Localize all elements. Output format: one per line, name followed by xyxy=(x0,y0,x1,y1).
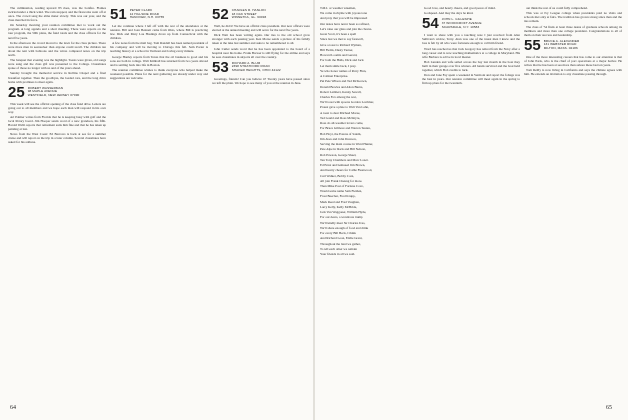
class-note-paragraph: One of the more interesting careers that has come to our attention is that of John Paris, who is the chief of port operations at a major harbor. He writes that he has been at sea more than ashore these last ten years. xyxy=(524,54,622,67)
class-heading xyxy=(212,8,310,21)
poem-line: Let them smile back, I pray. xyxy=(320,63,357,68)
poem-line: For Bruce Gilmore and Warren Teaten, xyxy=(320,126,371,131)
poem-line: Jack Van Waggoner, William Hyde, xyxy=(320,210,367,215)
class-note-paragraph: Dick Wait has been writing again. Our ties to the old school grow stronger with each passing year. Ken Morse sends a picture of his family taken at the lake last summer and asks to be remembered to all. xyxy=(212,33,310,46)
class-note-paragraph: Tom Reilly is now living in California and says the climate agrees with him. He extends an invitation to any classmate passing through. xyxy=(524,68,622,77)
column-4-poem xyxy=(320,6,418,402)
poem-line: For every Bill Beck, I think xyxy=(320,231,356,236)
class-note-paragraph: News from the West Coast: Ed Barrows is back at sea for a summer cruise and will report on the trip in a later column. Several classmates have asked for his address. xyxy=(8,132,106,145)
poem-line: A toast to dear Michael Morse, xyxy=(320,110,361,115)
column-paragraph: On Saturday morning your reunion committee met to work out the program. A long agenda and a short meeting. There were reports on the tour program, the 50th plans, the fund totals and the class officers for the next five years. xyxy=(8,23,106,40)
poem-line: Great Scott, it's been a spell xyxy=(320,32,357,37)
column-3 xyxy=(212,6,310,402)
column-2 xyxy=(110,6,208,402)
class-note-paragraph: George Hanley reports from Texas that the oil business is good and his sons are both in college. Walt Kimball has returned from two years abroad and is settling back into life in Boston. xyxy=(110,54,208,67)
column-paragraph: This was at Ivy League college when presidents paid no visits and schools met only at fairs. The tradition has grown strong since then and the ties remain. xyxy=(524,11,622,24)
poem-line: Robert Lambert, Kenny Sewall, xyxy=(320,89,362,94)
page-gutter xyxy=(313,0,315,420)
column-5 xyxy=(422,6,520,402)
poem-line: Curl Walker, Bobby Corn, xyxy=(320,173,355,178)
class-note-paragraph: Greetings, friends! Can you believe it? Twenty years have passed since we left the plain. We hope to see many of you at the reunion in June. xyxy=(212,76,310,85)
page-number-right: 65 xyxy=(606,405,612,411)
class-year: 55 xyxy=(524,36,541,54)
column-paragraph: Sunday brought the memorial service in Rollins Chapel and a final breakfast together. Then the goodbyes, the loaded cars, and the long drive home with promises to meet again. xyxy=(8,71,106,84)
column-6 xyxy=(524,6,622,402)
class-year: 52 xyxy=(212,6,229,23)
poem-line: Pete Alpe in black and Bill Nelson, xyxy=(320,147,366,152)
class-note-paragraph: I want to share with you a touching note I just received from Alan Sullivan's widow, Terry. Alan was one of the truest men I knew and the loss is felt by all who were fortunate enough to call him friend. xyxy=(422,33,520,46)
class-note-paragraph: Bob Lunden and wife sailed across the bay last month in the boat they built in their garage over five winters. All hands survived and the boat held together, which Bob credits to luck. xyxy=(422,59,520,73)
poem-line: For both the Halls, Dick and Jack xyxy=(320,58,364,63)
class-note-paragraph: A few notes from the mail bag. Tom Randall has been named president of his company and will be moving to Chicago this fall. Sam Porter is teaching history at a school in Vermont and loving every minute. xyxy=(110,41,208,54)
poem-line: Jim Aves and John Dawson, xyxy=(320,136,357,141)
class-heading xyxy=(110,8,208,21)
poem-line: Give a toast to Richard Wyman, xyxy=(320,42,362,47)
class-note-paragraph: Let me continue where I left off with the rest of the attendance at the reunion. Bill and Joan Bennett came from Ohio, where Bill is practicing law. Dick and Mary Lou Hastings drove up from Connecticut with the children. xyxy=(110,24,208,41)
poem-line: Bob Hoyt, the Eatons of Salem, xyxy=(320,131,362,136)
poem-line: And pray that you will be impressed xyxy=(320,16,368,21)
poem-line: Ten Tony Chambers and Marc Lozel. xyxy=(320,157,369,162)
poem-line: To tell each other we remain xyxy=(320,246,358,251)
poem-line: A Cabinet Enterprise. xyxy=(320,74,349,79)
poem-line: T.M.I. or weather wisemen, xyxy=(320,6,356,10)
column-paragraph: The culmination, reading upward 83 rises, was the bonfire. Flames swirled under a thick wind. The rain stopped, and the fireworks went off at once. The crowd sang the alma mater slowly. This was our year, and the class marched in force. xyxy=(8,6,106,23)
poem-line: Serving the main course in Ward Hunter, xyxy=(320,142,374,147)
class-heading xyxy=(212,58,310,76)
poem-line: Would some name Sam Fielden, xyxy=(320,189,363,194)
poem-line: And Richard Leon, Eddie Grant, xyxy=(320,236,363,241)
poem-line: Rob Pawson, George Sheel, xyxy=(320,152,357,157)
class-year: 51 xyxy=(110,6,127,23)
poem-line: Bill Fields, Dusty Turner, xyxy=(320,47,354,52)
poem-line: Ed Ernst and bemused Jim Brown, xyxy=(320,163,366,168)
poem-line: Since last we met to say farewell, xyxy=(320,37,364,42)
poem-line: Mark Reed and Fred Vaughan, xyxy=(320,199,360,204)
class-year: 54 xyxy=(422,15,439,33)
poem-line: Donald Bowles and Alton Burns, xyxy=(320,84,364,89)
class-heading xyxy=(524,36,622,54)
class-note-paragraph: Art Palmer writes from Florida that he is keeping busy with golf and the local library board. Jim Hooper sends word of a new grandson, his fifth. Harold Webb reports that retirement suits him fine and that he has taken up painting at last. xyxy=(8,114,106,132)
class-secretary-address: ROBERT WASSERMAN 98 MAPLE AVENUE WESTFIELD, NEW JERSEY 07090 xyxy=(27,85,80,97)
class-note-paragraph: This week will see the official opening of the class fund drive. Letters are going out to all members and we hope each man will respond in his own way. xyxy=(8,101,106,114)
poem-line: Throughout the land we gather, xyxy=(320,241,361,246)
class-year: 25 xyxy=(8,83,25,101)
poem-line: Our tastes have never been so refined, xyxy=(320,21,370,26)
poem-line: Charles Fox among the rest, xyxy=(320,94,357,99)
poem-line: We come in rhyme with joyous tone xyxy=(320,11,368,16)
poem-line: Ross do all-weather lovers come, xyxy=(320,121,364,126)
poem-line: Howard Loomis and Gerard, xyxy=(320,53,358,58)
column-paragraph: out think the rest of us could fully comprehend. xyxy=(526,6,588,10)
class-note-paragraph: Don and Jane Fay spent a weekend in Vermont and report the foliage was the best in years. Our reunion committee will meet again in the spring to firm up plans for the twentieth. xyxy=(422,73,520,86)
class-note-paragraph: John Cutler sends word that he has been appointed to the board of a hospital near his home. Frank Brewer is still flying for the airline and says he sees classmates in airports all over the country. xyxy=(212,46,310,59)
class-note-paragraph: Well, he did it! We have an official class president. Our new officers were elected at the annual meeting and will serve for the next five years. xyxy=(212,24,310,33)
poem-line: Larry Kelly, Kelly McBride, xyxy=(320,204,358,209)
poem-line: Proust gave a plate to Walt Van Lahn, xyxy=(320,105,369,110)
poem-line: And hearty cheers for Callie Fleetwood, xyxy=(320,168,373,173)
poem-line: All join Frank Cheung for more. xyxy=(320,178,363,183)
column-paragraph: Godspeed. And may the days be kind. xyxy=(424,11,474,16)
poem-line: Then Mike Post of Fortune Cove, xyxy=(320,183,364,188)
class-heading xyxy=(422,15,520,33)
class-secretary-address: RICHARD A. BLUM 2398 STRATFORD ROAD SHAKER HEIGHTS, OHIO 44122 xyxy=(231,60,281,73)
poem-line: For our dears, a wondrous trump xyxy=(320,215,363,220)
column-paragraph: The class of '54 finds at least three deans of graduate schools among its members and more than one college president. Congratulations to all of them on their success and leadership. xyxy=(524,24,622,37)
poem-line: We'll kindly meet Sir Charles Ives, xyxy=(320,220,366,225)
column-paragraph: The banquet that evening was the highlight. Toasts were given, old songs were sung and the class gift was presented to the College. Classmates spoke of those no longer with us and of the years ahead. xyxy=(8,58,106,71)
page-number-left: 64 xyxy=(10,405,16,411)
poem-line: We'll toast with spoons Gordon Lorrimer, xyxy=(320,100,374,105)
poem-line: Your friends in all we said. xyxy=(320,252,356,257)
column-paragraph: In the afternoon the crowd moved to the lawn for the class picture. There were more men in seersucker than anyone could recall. The children ran about the tent with balloons and the wives compared notes on the trip north. xyxy=(8,40,106,57)
class-heading xyxy=(8,83,106,101)
class-secretary-address: JOHN L. GILLESPIE 37 WOODCROFT AVENUE SCARSDALE, N.Y. 10583 xyxy=(441,17,482,29)
class-secretary-address: CHARLES R. HANLON 18 OAK STREET WINNETKA, ILL. 60093 xyxy=(231,8,267,20)
poem-line: Ye who honor names of Perry Finn, xyxy=(320,68,367,73)
class-note-paragraph: The reunion committee wishes to thank everyone who helped make the weekend possible. Plans for the next gathering are already under way and suggestions are welcome. xyxy=(110,68,208,81)
column-paragraph: Good love, and hearty cheers, and good peace of mind. xyxy=(424,6,496,10)
poem-line: Let's raise our glass and join the chorus. xyxy=(320,26,373,31)
class-note-paragraph: Word has reached us that Jack Gregory has retired from the Navy after a long career and is now teaching mathematics at a college in Maryland. His wife Barbara is active in local theater. xyxy=(422,46,520,59)
class-year: 53 xyxy=(212,58,229,76)
poem-line: We'll share enough of food and drink xyxy=(320,225,369,230)
poem-line: Frost Beecher, Fred Krupp, xyxy=(320,194,356,199)
class-secretary-address: BRUCE A. ALEXANDER 131 WEBSTER ROAD MILTON, MASS. 02186 xyxy=(543,38,580,51)
column-1 xyxy=(8,6,106,402)
poem-line: Put Pete Wilson and Ted McKeown, xyxy=(320,79,368,84)
poem-line: Ted Gould and Ross McIntyre, xyxy=(320,115,361,120)
class-secretary-address: PETER CLARK 12 HILLSIDE ROAD HANOVER, N.H. 03755 xyxy=(129,8,165,20)
